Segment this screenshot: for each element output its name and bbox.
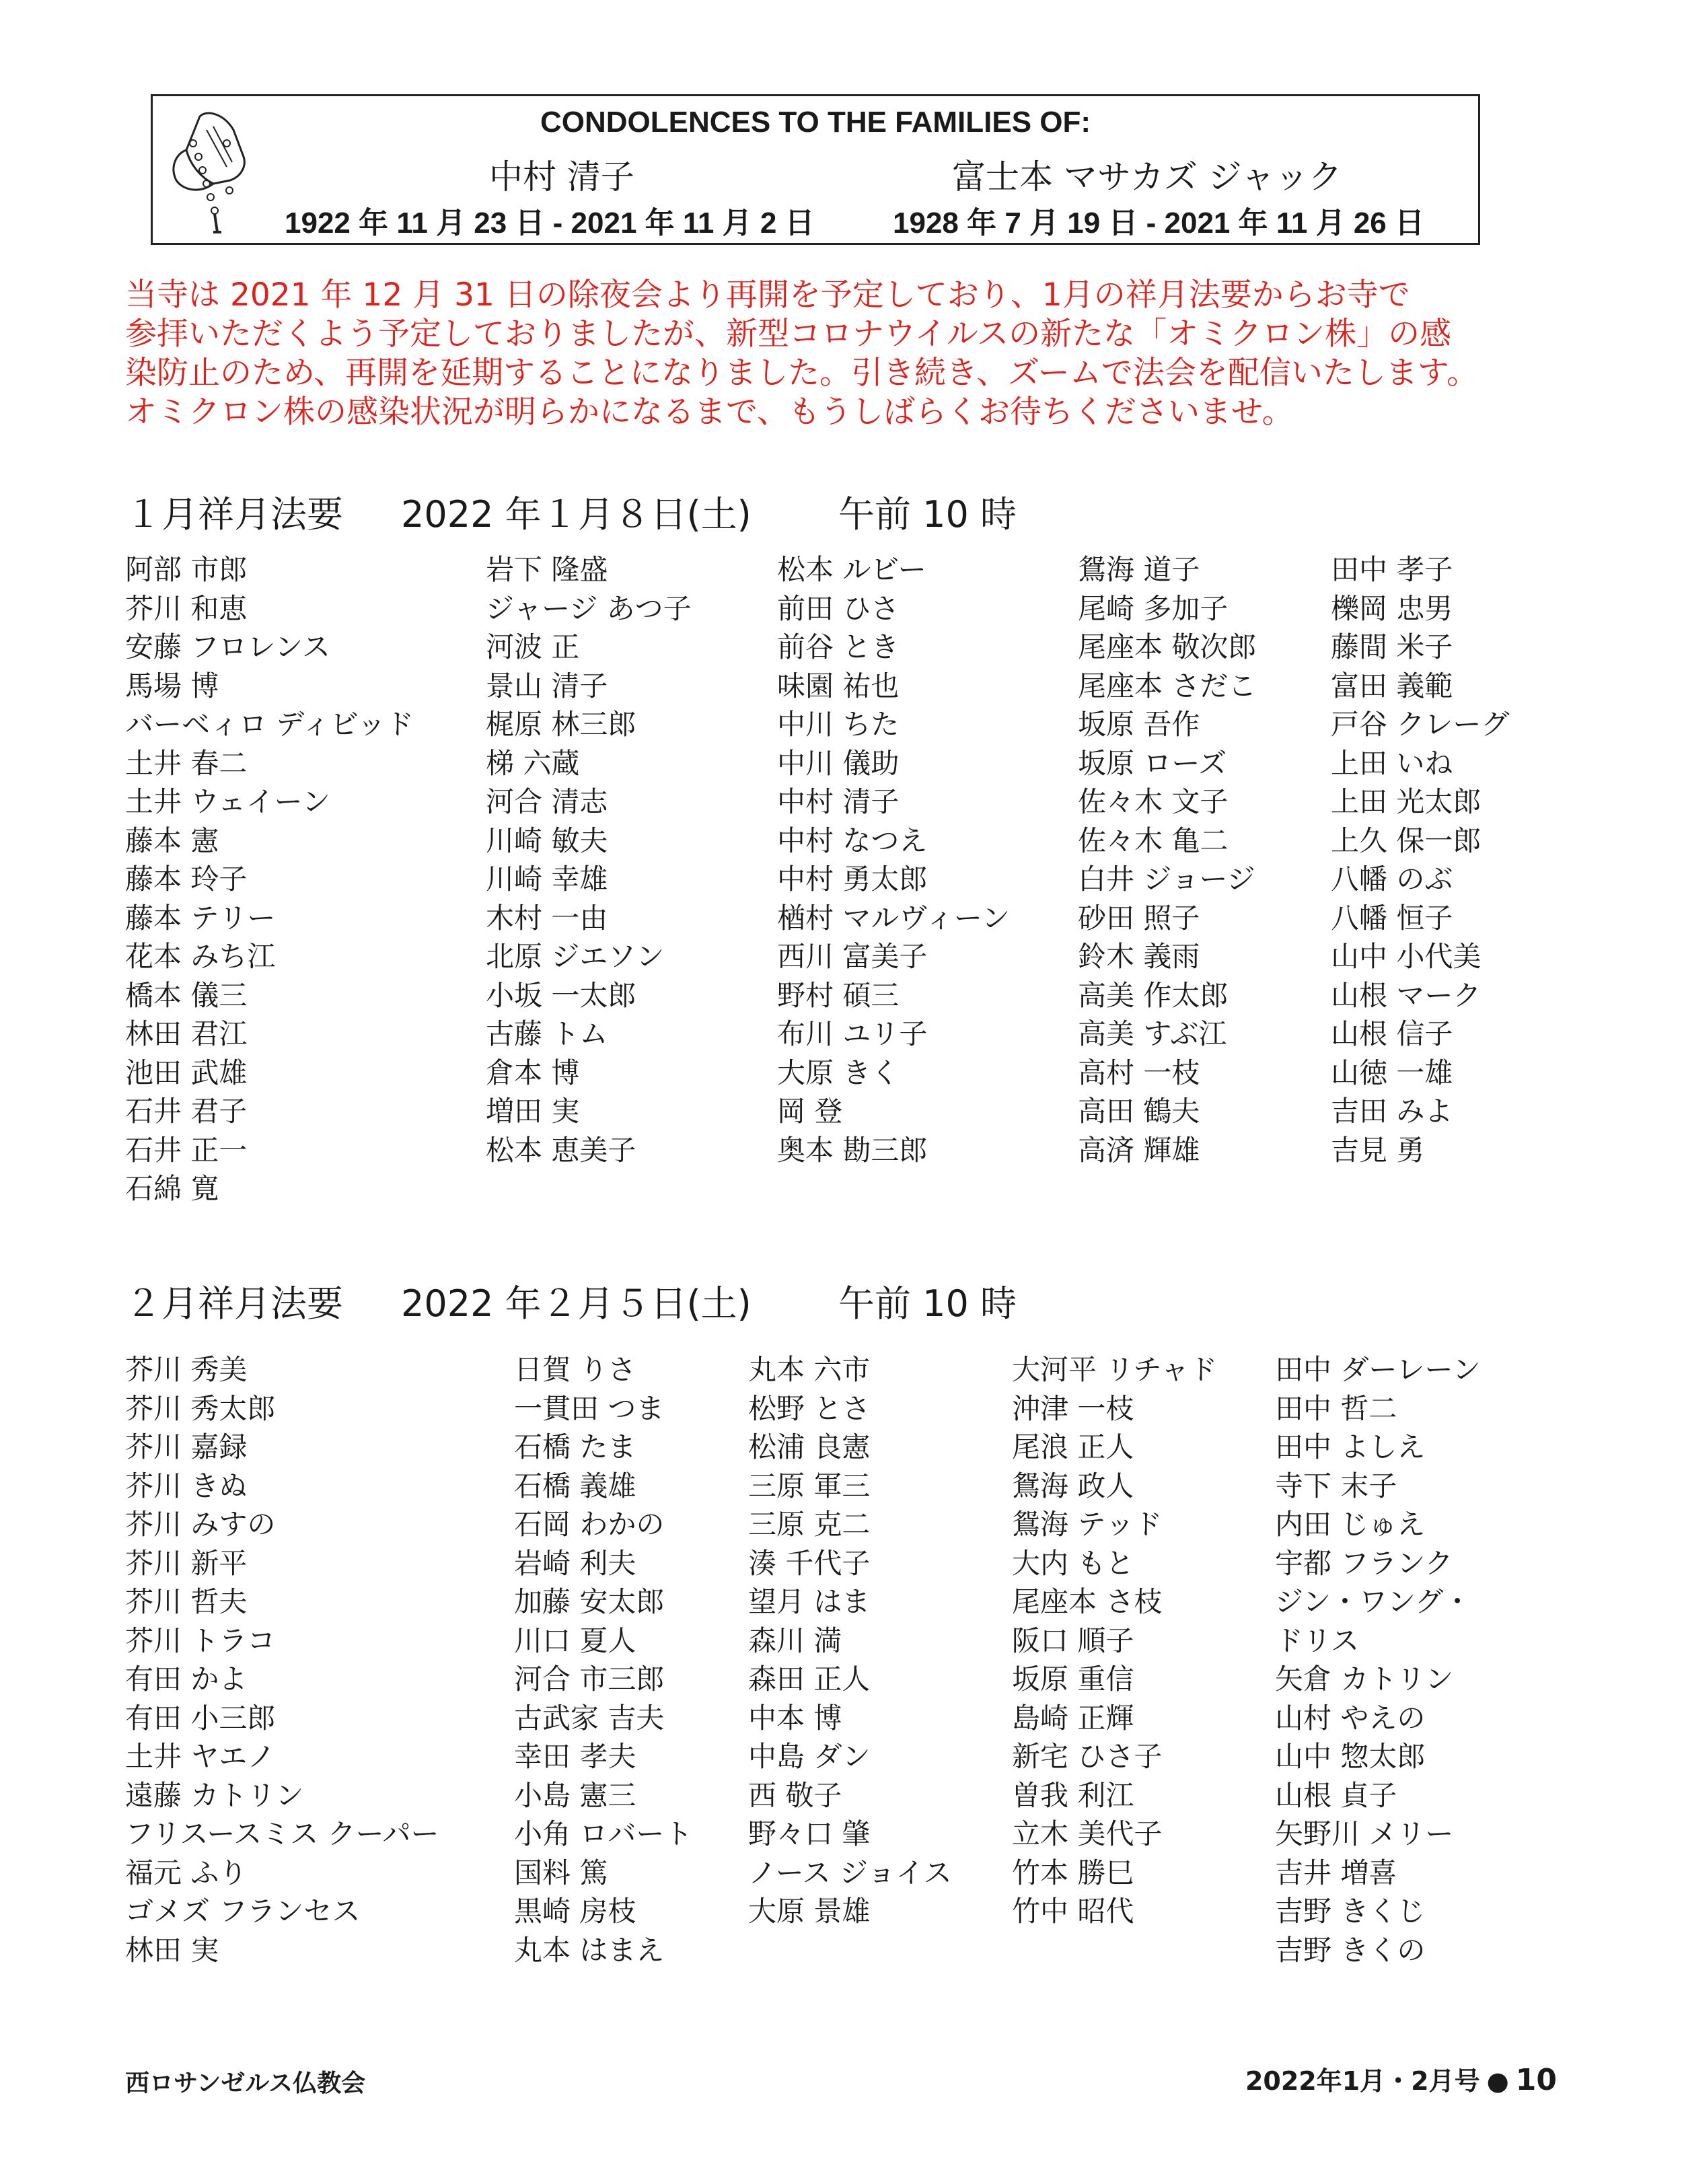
memorial-name: 田中 ダーレーン xyxy=(1275,1353,1481,1386)
memorial-name: 古藤 トム xyxy=(486,1017,608,1050)
memorial-name: 櫟岡 忠男 xyxy=(1331,591,1453,625)
memorial-name: 前谷 とき xyxy=(777,630,900,663)
memorial-name: 前田 ひさ xyxy=(777,591,900,625)
memorial-name: 芥川 きぬ xyxy=(125,1469,248,1502)
memorial-name: 石井 君子 xyxy=(125,1095,248,1128)
memorial-name: 山徳 一雄 xyxy=(1331,1056,1453,1089)
memorial-name: 山根 貞子 xyxy=(1275,1778,1397,1812)
memorial-name: 高田 鶴夫 xyxy=(1078,1095,1200,1128)
memorial-name: 尾浪 正人 xyxy=(1012,1430,1134,1463)
jan-name-column-5 xyxy=(1331,550,1509,1169)
memorial-name: 増田 実 xyxy=(486,1095,580,1128)
jan-date: 2022 年１月８日(土) xyxy=(401,493,752,536)
memorial-name: 川崎 幸雄 xyxy=(486,863,608,896)
page-number: 10 xyxy=(1515,2063,1557,2097)
memorial-name: 石綿 寛 xyxy=(125,1172,219,1205)
memorial-name: 楢村 マルヴィーン xyxy=(777,901,1010,935)
memorial-name: 尾座本 敬次郎 xyxy=(1078,630,1257,663)
memorial-name: 木村 一由 xyxy=(486,901,608,935)
memorial-name: 鈴木 義雨 xyxy=(1078,940,1200,973)
notice-line: 当寺は 2021 年 12 月 31 日の除夜会より再開を予定しており、1月の祥月法要からお寺で xyxy=(125,277,1410,314)
memorial-name: 有田 小三郎 xyxy=(125,1701,276,1735)
jan-name-column-4 xyxy=(1078,550,1256,1169)
memorial-name: 三原 軍三 xyxy=(748,1469,871,1502)
memorial-name: 上田 光太郎 xyxy=(1331,785,1482,818)
memorial-name: 山中 惣太郎 xyxy=(1275,1740,1426,1773)
memorial-name: 山中 小代美 xyxy=(1331,940,1482,973)
deceased-name-1: 中村 清子 xyxy=(489,157,634,196)
memorial-name: 岡 登 xyxy=(777,1095,843,1128)
memorial-name: 竹中 昭代 xyxy=(1012,1895,1134,1928)
footer-org: 西ロサンゼルス仏教会 xyxy=(125,2070,366,2097)
memorial-name: 上田 いね xyxy=(1331,746,1453,780)
memorial-name: 芥川 嘉録 xyxy=(125,1430,248,1463)
memorial-name: 芥川 みすの xyxy=(125,1508,276,1541)
memorial-name: 遠藤 カトリン xyxy=(125,1778,304,1812)
memorial-name: フリスースミス クーパー xyxy=(125,1817,439,1850)
memorial-name: 矢野川 メリー xyxy=(1275,1817,1454,1850)
memorial-name: 吉野 きくの xyxy=(1275,1933,1426,1967)
memorial-name: 河波 正 xyxy=(486,630,580,663)
memorial-name: 砂田 照子 xyxy=(1078,901,1200,935)
notice-line: 染防止のため、再開を延期することになりました。引き続き、ズームで法会を配信いたします。 xyxy=(125,355,1479,392)
memorial-name: 石岡 わかの xyxy=(514,1508,665,1541)
memorial-name: 新宅 ひさ子 xyxy=(1012,1740,1163,1773)
memorial-name: ジャージ あつ子 xyxy=(486,591,692,625)
feb-date: 2022 年２月５日(土) xyxy=(401,1282,752,1325)
feb-name-column-4 xyxy=(1012,1350,1217,1931)
memorial-name: 中本 博 xyxy=(748,1701,842,1735)
memorial-name: 奥本 勘三郎 xyxy=(777,1133,928,1167)
memorial-name: 高済 輝雄 xyxy=(1078,1133,1200,1167)
memorial-name: 森川 満 xyxy=(748,1624,842,1657)
memorial-name: 高美 作太郎 xyxy=(1078,978,1229,1012)
memorial-name: 一貫田 つま xyxy=(514,1391,665,1425)
feb-name-column-2 xyxy=(514,1350,692,1969)
memorial-name: ノース ジョイス xyxy=(748,1856,952,1889)
memorial-name: 倉本 博 xyxy=(486,1056,580,1089)
feb-name-column-1 xyxy=(125,1350,439,1969)
memorial-name: 坂原 吾作 xyxy=(1078,708,1200,741)
memorial-name: 池田 武雄 xyxy=(125,1056,248,1089)
feb-section-title xyxy=(125,1275,1017,1327)
memorial-name: 島崎 正輝 xyxy=(1012,1701,1134,1735)
memorial-name: 吉田 みよ xyxy=(1331,1095,1453,1128)
condolence-heading: CONDOLENCES TO THE FAMILIES OF: xyxy=(540,106,1091,139)
memorial-name: 矢倉 カトリン xyxy=(1275,1663,1454,1696)
memorial-name: 上久 保一郎 xyxy=(1331,824,1482,857)
memorial-name: 松本 恵美子 xyxy=(486,1133,636,1167)
memorial-name: 八幡 恒子 xyxy=(1331,901,1453,935)
jan-section-title xyxy=(125,486,1017,538)
memorial-name: 立木 美代子 xyxy=(1012,1817,1163,1850)
jan-name-column-3 xyxy=(777,550,1010,1169)
memorial-name: 吉井 増喜 xyxy=(1275,1856,1397,1889)
deceased-dates-2: 1928 年 7 月 19 日 - 2021 年 11 月 26 日 xyxy=(893,207,1424,240)
memorial-name: 高村 一枝 xyxy=(1078,1056,1200,1089)
memorial-name: 阪口 順子 xyxy=(1012,1624,1134,1657)
memorial-name: 小坂 一太郎 xyxy=(486,978,636,1012)
memorial-name: 大原 きく xyxy=(777,1056,900,1089)
memorial-name: 富田 義範 xyxy=(1331,669,1453,702)
memorial-name: 吉見 勇 xyxy=(1331,1133,1425,1167)
memorial-name: 大内 もと xyxy=(1012,1546,1134,1580)
jan-time: 午前 10 時 xyxy=(838,493,1017,536)
deceased-name-2: 富士本 マサカズ ジャック xyxy=(952,157,1342,196)
memorial-name: 坂原 重信 xyxy=(1012,1663,1134,1696)
memorial-name: 日賀 りさ xyxy=(514,1353,636,1386)
memorial-name: 川崎 敏夫 xyxy=(486,824,608,857)
issue-label: 2022年1月・2月号 xyxy=(1245,2066,1480,2096)
memorial-name: 岩下 隆盛 xyxy=(486,553,608,586)
jan-label: １月祥月法要 xyxy=(125,493,343,536)
memorial-name: 福元 ふり xyxy=(125,1856,248,1889)
memorial-name: 丸本 六市 xyxy=(748,1353,871,1386)
memorial-name: ゴメズ フランセス xyxy=(125,1895,361,1928)
memorial-name: 石橋 たま xyxy=(514,1430,636,1463)
memorial-name: 芥川 秀太郎 xyxy=(125,1391,276,1425)
memorial-name: 曽我 利江 xyxy=(1012,1778,1134,1812)
memorial-name: 芥川 秀美 xyxy=(125,1353,248,1386)
memorial-name: 林田 実 xyxy=(125,1933,219,1967)
bullet-icon: ● xyxy=(1486,2066,1509,2096)
memorial-name: 芥川 哲夫 xyxy=(125,1585,248,1618)
memorial-name: 中川 儀助 xyxy=(777,746,900,780)
memorial-name: 国料 篤 xyxy=(514,1856,608,1889)
memorial-name: 吉野 きくじ xyxy=(1275,1895,1426,1928)
memorial-name: 田中 哲二 xyxy=(1275,1391,1397,1425)
memorial-name: 湊 千代子 xyxy=(748,1546,871,1580)
memorial-name: 阿部 市郎 xyxy=(125,553,248,586)
memorial-name: 馬場 博 xyxy=(125,669,219,702)
footer-issue xyxy=(1245,2060,1557,2097)
memorial-name: 土井 ウェイーン xyxy=(125,785,330,818)
memorial-name: 宇都 フランク xyxy=(1275,1546,1453,1580)
memorial-name: 芥川 新平 xyxy=(125,1546,248,1580)
memorial-name: ドリス xyxy=(1275,1624,1360,1657)
memorial-name: 白井 ジョージ xyxy=(1078,863,1255,896)
memorial-name: 西 敬子 xyxy=(748,1778,842,1812)
condolence-box xyxy=(151,94,1480,245)
feb-time: 午前 10 時 xyxy=(838,1282,1017,1325)
memorial-name: 鴛海 道子 xyxy=(1078,553,1200,586)
memorial-name: 山根 信子 xyxy=(1331,1017,1453,1050)
memorial-name: 布川 ユリ子 xyxy=(777,1017,928,1050)
memorial-name: 土井 春二 xyxy=(125,746,248,780)
memorial-name: 竹本 勝巳 xyxy=(1012,1856,1134,1889)
memorial-name: 尾崎 多加子 xyxy=(1078,591,1229,625)
jan-name-column-2 xyxy=(486,550,692,1169)
memorial-name: 田中 よしえ xyxy=(1275,1430,1426,1463)
memorial-name: 佐々木 亀二 xyxy=(1078,824,1229,857)
memorial-name: 橋本 儀三 xyxy=(125,978,248,1012)
memorial-name: 石井 正一 xyxy=(125,1133,248,1167)
memorial-name: 河合 清志 xyxy=(486,785,608,818)
memorial-name: 中川 ちた xyxy=(777,708,900,741)
memorial-name: 三原 克二 xyxy=(748,1508,871,1541)
reopening-notice xyxy=(125,276,1538,432)
memorial-name: 内田 じゅえ xyxy=(1275,1508,1426,1541)
memorial-name: 望月 はま xyxy=(748,1585,871,1618)
memorial-name: 松野 とさ xyxy=(748,1391,871,1425)
memorial-name: 戸谷 クレーグ xyxy=(1331,708,1510,741)
memorial-name: 鴛海 テッド xyxy=(1012,1508,1163,1541)
memorial-name: 大原 景雄 xyxy=(748,1895,871,1928)
memorial-name: 芥川 和恵 xyxy=(125,591,248,625)
memorial-name: 尾座本 さだこ xyxy=(1078,669,1257,702)
memorial-name: 藤本 玲子 xyxy=(125,863,248,896)
memorial-name: 石橋 義雄 xyxy=(514,1469,636,1502)
memorial-name: 西川 富美子 xyxy=(777,940,928,973)
memorial-name: 景山 清子 xyxy=(486,669,608,702)
memorial-name: 田中 孝子 xyxy=(1331,553,1453,586)
memorial-name: 芥川 トラコ xyxy=(125,1624,276,1657)
memorial-name: 坂原 ローズ xyxy=(1078,746,1227,780)
memorial-name: 藤本 憲 xyxy=(125,824,219,857)
memorial-name: 佐々木 文子 xyxy=(1078,785,1229,818)
memorial-name: 森田 正人 xyxy=(748,1663,871,1696)
feb-label: ２月祥月法要 xyxy=(125,1282,343,1325)
deceased-dates-1: 1922 年 11 月 23 日 - 2021 年 11 月 2 日 xyxy=(285,207,815,240)
memorial-name: 中村 なつえ xyxy=(777,824,928,857)
memorial-name: 河合 市三郎 xyxy=(514,1663,665,1696)
feb-name-column-3 xyxy=(748,1350,952,1931)
memorial-name: 味園 祐也 xyxy=(777,669,900,702)
memorial-name: 小島 憲三 xyxy=(514,1778,636,1812)
memorial-name: 安藤 フロレンス xyxy=(125,630,331,663)
memorial-name: 山村 やえの xyxy=(1275,1701,1426,1735)
memorial-name: 中村 勇太郎 xyxy=(777,863,928,896)
notice-line: オミクロン株の感染状況が明らかになるまで、もうしばらくお待ちくださいませ。 xyxy=(125,394,1294,431)
memorial-name: 幸田 孝夫 xyxy=(514,1740,636,1773)
memorial-name: 梯 六蔵 xyxy=(486,746,580,780)
memorial-name: バーベィロ ディビッド xyxy=(125,708,414,741)
memorial-name: 鴛海 政人 xyxy=(1012,1469,1134,1502)
memorial-name: 尾座本 さ枝 xyxy=(1012,1585,1163,1618)
memorial-name: 高美 すぶ江 xyxy=(1078,1017,1227,1050)
memorial-name: 中島 ダン xyxy=(748,1740,871,1773)
memorial-name: 土井 ヤエノ xyxy=(125,1740,276,1773)
memorial-name: 林田 君江 xyxy=(125,1017,248,1050)
memorial-name: 藤本 テリー xyxy=(125,901,276,935)
memorial-name: 松本 ルビー xyxy=(777,553,926,586)
memorial-name: 黒崎 房枝 xyxy=(514,1895,636,1928)
memorial-name: 中村 清子 xyxy=(777,785,900,818)
memorial-name: 寺下 末子 xyxy=(1275,1469,1397,1502)
memorial-name: 川口 夏人 xyxy=(514,1624,636,1657)
memorial-name: 沖津 一枝 xyxy=(1012,1391,1134,1425)
memorial-name: 古武家 吉夫 xyxy=(514,1701,665,1735)
memorial-name: 北原 ジエソン xyxy=(486,940,665,973)
feb-name-column-5 xyxy=(1275,1350,1481,1969)
memorial-name: 山根 マーク xyxy=(1331,978,1482,1012)
memorial-name: 花本 みち江 xyxy=(125,940,276,973)
memorial-name: 有田 かよ xyxy=(125,1663,248,1696)
jan-name-column-1 xyxy=(125,550,414,1208)
memorial-name: 小角 ロバート xyxy=(514,1817,693,1850)
memorial-name: 加藤 安太郎 xyxy=(514,1585,665,1618)
memorial-name: 梶原 林三郎 xyxy=(486,708,636,741)
memorial-name: 野村 碩三 xyxy=(777,978,900,1012)
memorial-name: 岩崎 利夫 xyxy=(514,1546,636,1580)
memorial-name: ジン・ワング・ xyxy=(1275,1585,1472,1618)
notice-line: 参拝いただくよう予定しておりましたが、新型コロナウイルスの新たな「オミクロン株」の感 xyxy=(125,316,1452,353)
memorial-name: 松浦 良憲 xyxy=(748,1430,871,1463)
memorial-name: 八幡 のぶ xyxy=(1331,863,1453,896)
memorial-name: 野々口 肇 xyxy=(748,1817,871,1850)
memorial-name: 大河平 リチャド xyxy=(1012,1353,1218,1386)
memorial-name: 藤間 米子 xyxy=(1331,630,1453,663)
memorial-name: 丸本 はまえ xyxy=(514,1933,665,1967)
